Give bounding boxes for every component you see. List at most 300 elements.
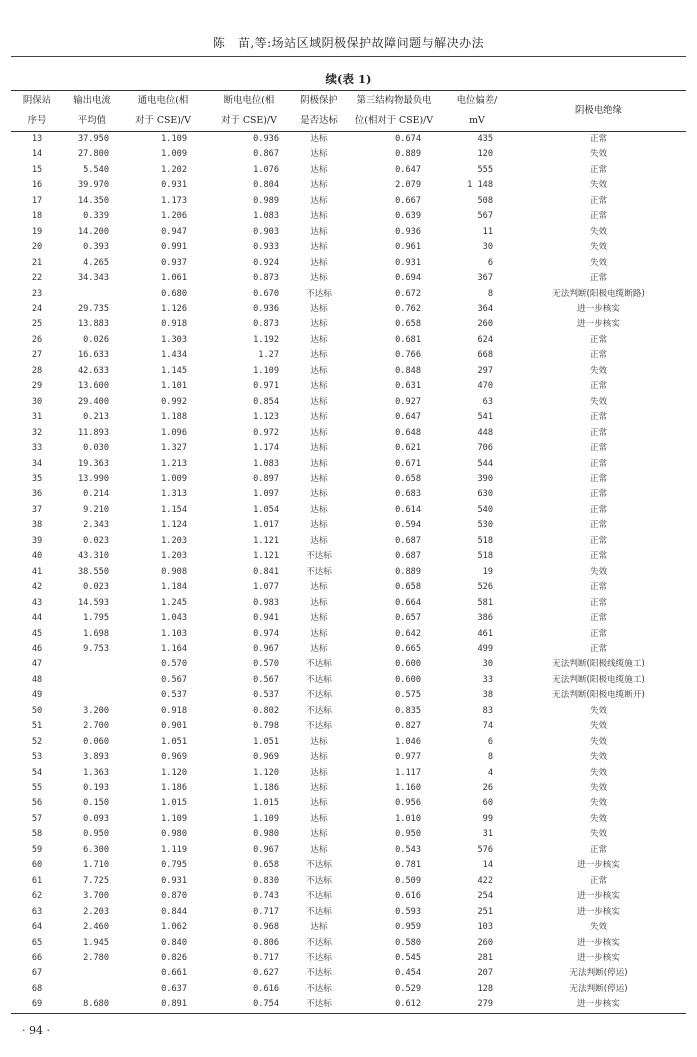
table-row [11, 673, 686, 688]
cell-potential-deviation: 99 [482, 813, 493, 824]
cell-potential-deviation: 630 [477, 489, 493, 500]
cell-off-potential: 0.967 [253, 844, 279, 855]
cell-insulation: 无法判断(停运) [569, 983, 628, 994]
cell-third-structure: 0.509 [395, 875, 421, 886]
cell-insulation: 正常 [589, 195, 608, 206]
table-row [11, 843, 686, 858]
cell-insulation: 正常 [589, 489, 608, 500]
cell-station-no: 51 [31, 721, 43, 732]
cell-protection-ok: 不达标 [306, 690, 332, 701]
cell-on-potential: 1.120 [161, 767, 187, 778]
cell-off-potential: 1.121 [253, 535, 279, 546]
cell-station-no: 56 [31, 798, 43, 809]
cell-off-potential: 0.798 [253, 721, 279, 732]
cell-potential-deviation: 6 [487, 736, 493, 747]
cell-on-potential: 0.826 [161, 953, 187, 964]
cell-potential-deviation: 390 [477, 473, 493, 484]
cell-third-structure: 0.683 [395, 489, 421, 500]
cell-station-no: 26 [31, 334, 43, 345]
table-row [11, 333, 686, 348]
cell-insulation: 进一步核实 [577, 999, 620, 1010]
table-row [11, 827, 686, 842]
cell-insulation: 正常 [589, 334, 608, 345]
cell-avg-current: 0.393 [83, 242, 109, 253]
cell-protection-ok: 达标 [310, 334, 328, 345]
cell-on-potential: 1.213 [161, 458, 187, 469]
cell-off-potential: 0.830 [253, 875, 279, 886]
table-row [11, 518, 686, 533]
cell-potential-deviation: 8 [487, 752, 493, 763]
cell-insulation: 无法判断(阳极电缆断路) [552, 288, 645, 299]
cell-protection-ok: 达标 [310, 752, 328, 763]
cell-on-potential: 0.931 [161, 875, 187, 886]
cell-off-potential: 0.627 [253, 968, 279, 979]
cell-station-no: 34 [31, 458, 43, 469]
cell-station-no: 19 [31, 226, 43, 237]
cell-potential-deviation: 576 [477, 844, 493, 855]
cell-station-no: 46 [31, 643, 43, 654]
cell-on-potential: 0.680 [161, 288, 187, 299]
cell-avg-current: 1.945 [83, 937, 109, 948]
cell-on-potential: 1.188 [161, 412, 187, 423]
table-row [11, 688, 686, 703]
cell-off-potential: 0.969 [253, 752, 279, 763]
cell-avg-current: 1.363 [83, 767, 109, 778]
cell-station-no: 32 [31, 427, 43, 438]
table-row [11, 796, 686, 811]
cell-protection-ok: 达标 [310, 350, 328, 361]
cell-insulation: 无法判断(阳极线缆施工) [552, 659, 645, 670]
cell-station-no: 25 [31, 319, 43, 330]
cell-on-potential: 0.661 [161, 968, 187, 979]
cell-avg-current: 0.150 [83, 798, 109, 809]
cell-avg-current [63, 688, 121, 703]
cell-station-no: 42 [31, 582, 43, 593]
table-row [11, 287, 686, 302]
cell-station-no: 54 [31, 767, 43, 778]
cell-third-structure: 0.681 [395, 334, 421, 345]
cell-potential-deviation: 364 [477, 303, 493, 314]
cell-avg-current: 7.725 [83, 875, 109, 886]
cell-off-potential: 0.972 [253, 427, 279, 438]
cell-avg-current: 16.633 [77, 350, 109, 361]
cell-protection-ok: 达标 [310, 922, 328, 933]
cell-insulation: 正常 [589, 628, 608, 639]
cell-third-structure: 0.781 [395, 860, 421, 871]
cell-on-potential: 1.109 [161, 134, 187, 144]
table-row [11, 596, 686, 611]
cell-potential-deviation: 544 [477, 458, 493, 469]
cell-protection-ok: 达标 [310, 829, 328, 840]
cell-protection-ok: 达标 [310, 736, 328, 747]
table-row [11, 580, 686, 595]
table-row [11, 194, 686, 209]
cell-potential-deviation: 526 [477, 582, 493, 593]
cell-avg-current: 1.795 [83, 613, 109, 624]
table-row [11, 735, 686, 750]
cell-potential-deviation: 386 [477, 613, 493, 624]
cell-avg-current: 1.698 [83, 628, 109, 639]
cell-off-potential: 0.967 [253, 643, 279, 654]
cell-insulation: 正常 [589, 504, 608, 515]
cell-third-structure: 0.648 [395, 427, 421, 438]
table-row [11, 627, 686, 642]
cell-potential-deviation: 251 [477, 906, 493, 917]
cell-station-no: 50 [31, 705, 43, 716]
cell-station-no: 35 [31, 473, 43, 484]
cell-third-structure: 0.529 [395, 983, 421, 994]
cell-third-structure: 0.672 [395, 288, 421, 299]
cell-off-potential: 1.097 [253, 489, 279, 500]
cell-potential-deviation: 103 [477, 922, 493, 933]
cell-potential-deviation: 83 [482, 705, 493, 716]
cell-insulation: 正常 [589, 134, 608, 144]
cell-third-structure: 0.687 [395, 535, 421, 546]
table-row [11, 441, 686, 456]
cell-avg-current: 27.800 [77, 149, 109, 160]
table-row [11, 889, 686, 904]
cell-protection-ok: 达标 [310, 783, 328, 794]
cell-on-potential: 1.009 [161, 473, 187, 484]
cell-potential-deviation: 33 [482, 674, 493, 685]
cell-insulation: 失效 [589, 149, 608, 160]
cell-off-potential: 0.658 [253, 860, 279, 871]
cell-insulation: 失效 [589, 242, 608, 253]
cell-insulation: 正常 [589, 458, 608, 469]
cell-station-no: 55 [31, 783, 43, 794]
table-row [11, 302, 686, 317]
cell-insulation: 进一步核实 [577, 953, 620, 964]
cell-third-structure: 1.046 [395, 736, 421, 747]
cell-protection-ok: 达标 [310, 628, 328, 639]
cell-station-no: 48 [31, 674, 43, 685]
cell-protection-ok: 达标 [310, 226, 328, 237]
cell-insulation: 正常 [589, 443, 608, 454]
cell-third-structure: 0.959 [395, 922, 421, 933]
cell-protection-ok: 达标 [310, 365, 328, 376]
cell-third-structure: 2.079 [395, 180, 421, 191]
cell-potential-deviation: 63 [482, 396, 493, 407]
cell-potential-deviation: 60 [482, 798, 493, 809]
table-row [11, 503, 686, 518]
cell-on-potential: 1.124 [161, 520, 187, 531]
header-station-no: 阴保站 序号 [22, 95, 52, 126]
cell-station-no: 28 [31, 365, 43, 376]
cell-avg-current [63, 966, 121, 981]
cell-potential-deviation: 541 [477, 412, 493, 423]
cell-insulation: 正常 [589, 875, 608, 886]
cell-third-structure: 0.580 [395, 937, 421, 948]
cell-insulation: 进一步核实 [577, 303, 620, 314]
cell-third-structure: 0.600 [395, 659, 421, 670]
cell-third-structure: 0.647 [395, 412, 421, 423]
cell-station-no: 65 [31, 937, 43, 948]
cell-insulation: 进一步核实 [577, 906, 620, 917]
cell-third-structure: 0.454 [395, 968, 421, 979]
cell-protection-ok: 达标 [310, 164, 328, 175]
cell-insulation: 失效 [589, 783, 608, 794]
table-row [11, 565, 686, 580]
cell-off-potential: 1.109 [253, 365, 279, 376]
cell-station-no: 57 [31, 813, 43, 824]
cell-on-potential: 0.908 [161, 566, 187, 577]
cell-station-no: 15 [31, 164, 43, 175]
cell-protection-ok: 不达标 [306, 721, 332, 732]
cell-insulation: 正常 [589, 273, 608, 284]
cell-insulation: 失效 [589, 736, 608, 747]
cell-third-structure: 1.160 [395, 783, 421, 794]
cell-on-potential: 1.303 [161, 334, 187, 345]
cell-insulation: 失效 [589, 566, 608, 577]
cell-station-no: 45 [31, 628, 43, 639]
cell-avg-current [63, 287, 121, 302]
table-row [11, 951, 686, 966]
cell-on-potential: 1.173 [161, 195, 187, 206]
cell-insulation: 失效 [589, 767, 608, 778]
cell-third-structure: 0.936 [395, 226, 421, 237]
cell-avg-current: 0.193 [83, 783, 109, 794]
cell-protection-ok: 不达标 [306, 566, 332, 577]
cell-potential-deviation: 435 [477, 134, 493, 144]
table-row [11, 750, 686, 765]
cell-avg-current: 1.710 [83, 860, 109, 871]
cell-protection-ok: 达标 [310, 303, 328, 314]
cell-insulation: 正常 [589, 535, 608, 546]
cell-protection-ok: 达标 [310, 257, 328, 268]
cell-potential-deviation: 11 [482, 226, 493, 237]
cell-third-structure: 0.835 [395, 705, 421, 716]
cell-station-no: 30 [31, 396, 43, 407]
cell-on-potential: 1.145 [161, 365, 187, 376]
cell-potential-deviation: 6 [487, 257, 493, 268]
cell-off-potential: 1.083 [253, 211, 279, 222]
cell-off-potential: 1.174 [253, 443, 279, 454]
table-row [11, 549, 686, 564]
header-divider [11, 56, 686, 57]
cell-insulation: 正常 [589, 473, 608, 484]
cell-potential-deviation: 508 [477, 195, 493, 206]
cell-avg-current: 0.023 [83, 582, 109, 593]
table-row [11, 178, 686, 193]
table-row [11, 982, 686, 997]
cell-on-potential: 1.043 [161, 613, 187, 624]
cell-third-structure: 0.575 [395, 690, 421, 701]
cell-third-structure: 0.658 [395, 582, 421, 593]
cell-avg-current: 0.950 [83, 829, 109, 840]
cell-potential-deviation: 279 [477, 999, 493, 1010]
cell-insulation: 正常 [589, 597, 608, 608]
cell-on-potential: 1.245 [161, 597, 187, 608]
cell-potential-deviation: 555 [477, 164, 493, 175]
cell-avg-current [63, 657, 121, 672]
cell-potential-deviation: 297 [477, 365, 493, 376]
cell-insulation: 正常 [589, 613, 608, 624]
cell-third-structure: 0.545 [395, 953, 421, 964]
cell-off-potential: 1.192 [253, 334, 279, 345]
cell-off-potential: 1.051 [253, 736, 279, 747]
cell-protection-ok: 达标 [310, 643, 328, 654]
cell-off-potential: 1.015 [253, 798, 279, 809]
cell-insulation: 正常 [589, 520, 608, 531]
cell-station-no: 23 [31, 288, 43, 299]
cell-protection-ok: 达标 [310, 504, 328, 515]
cell-insulation: 失效 [589, 705, 608, 716]
table-row [11, 225, 686, 240]
cell-station-no: 18 [31, 211, 43, 222]
cell-protection-ok: 不达标 [306, 875, 332, 886]
cell-off-potential: 1.076 [253, 164, 279, 175]
cell-potential-deviation: 38 [482, 690, 493, 701]
table-row [11, 781, 686, 796]
cell-protection-ok: 达标 [310, 813, 328, 824]
cell-potential-deviation: 581 [477, 597, 493, 608]
table-row [11, 240, 686, 255]
cell-third-structure: 0.658 [395, 319, 421, 330]
cell-protection-ok: 达标 [310, 319, 328, 330]
cell-station-no: 17 [31, 195, 43, 206]
cell-third-structure: 0.977 [395, 752, 421, 763]
cell-avg-current: 0.026 [83, 334, 109, 345]
cell-potential-deviation: 74 [482, 721, 493, 732]
cell-on-potential: 1.126 [161, 303, 187, 314]
cell-avg-current: 3.700 [83, 891, 109, 902]
cell-station-no: 60 [31, 860, 43, 871]
table-row [11, 379, 686, 394]
cell-third-structure: 0.647 [395, 164, 421, 175]
cell-protection-ok: 不达标 [306, 551, 332, 562]
cell-protection-ok: 不达标 [306, 705, 332, 716]
cell-potential-deviation: 281 [477, 953, 493, 964]
page-number: · 94 · [22, 1024, 50, 1037]
table-row [11, 256, 686, 271]
cell-on-potential: 1.154 [161, 504, 187, 515]
cell-insulation: 进一步核实 [577, 937, 620, 948]
cell-third-structure: 0.961 [395, 242, 421, 253]
cell-insulation: 进一步核实 [577, 319, 620, 330]
cell-protection-ok: 达标 [310, 273, 328, 284]
cell-station-no: 66 [31, 953, 43, 964]
cell-potential-deviation: 26 [482, 783, 493, 794]
cell-station-no: 69 [31, 999, 43, 1010]
cell-protection-ok: 不达标 [306, 288, 332, 299]
cell-off-potential: 0.873 [253, 273, 279, 284]
cell-insulation: 失效 [589, 365, 608, 376]
cell-third-structure: 0.889 [395, 566, 421, 577]
cell-on-potential: 1.434 [161, 350, 187, 361]
cell-potential-deviation: 207 [477, 968, 493, 979]
cell-off-potential: 0.537 [253, 690, 279, 701]
cell-avg-current: 0.339 [83, 211, 109, 222]
cell-insulation: 正常 [589, 582, 608, 593]
table-row [11, 997, 686, 1013]
cell-avg-current: 2.203 [83, 906, 109, 917]
cell-protection-ok: 不达标 [306, 860, 332, 871]
cell-third-structure: 0.671 [395, 458, 421, 469]
cell-protection-ok: 不达标 [306, 906, 332, 917]
cell-third-structure: 0.927 [395, 396, 421, 407]
cell-third-structure: 0.543 [395, 844, 421, 855]
cell-potential-deviation: 31 [482, 829, 493, 840]
cell-off-potential: 0.567 [253, 674, 279, 685]
cell-on-potential: 1.103 [161, 628, 187, 639]
cell-insulation: 失效 [589, 721, 608, 732]
cell-protection-ok: 不达标 [306, 968, 332, 979]
data-table [11, 90, 686, 1014]
table-row [11, 472, 686, 487]
cell-off-potential: 0.717 [253, 906, 279, 917]
cell-station-no: 58 [31, 829, 43, 840]
cell-third-structure: 0.665 [395, 643, 421, 654]
header-protection-ok: 阴极保护 是否达标 [300, 95, 338, 126]
cell-off-potential: 0.854 [253, 396, 279, 407]
cell-protection-ok: 达标 [310, 180, 328, 191]
cell-on-potential: 0.918 [161, 319, 187, 330]
cell-on-potential: 1.164 [161, 643, 187, 654]
cell-avg-current: 8.680 [83, 999, 109, 1010]
table-row [11, 812, 686, 827]
cell-potential-deviation: 668 [477, 350, 493, 361]
cell-potential-deviation: 367 [477, 273, 493, 284]
cell-protection-ok: 达标 [310, 381, 328, 392]
cell-potential-deviation: 624 [477, 334, 493, 345]
cell-station-no: 36 [31, 489, 43, 500]
cell-insulation: 正常 [589, 551, 608, 562]
cell-avg-current: 19.363 [77, 458, 109, 469]
cell-third-structure: 0.600 [395, 674, 421, 685]
cell-protection-ok: 达标 [310, 396, 328, 407]
cell-insulation: 进一步核实 [577, 891, 620, 902]
cell-off-potential: 0.903 [253, 226, 279, 237]
table-row [11, 487, 686, 502]
cell-on-potential: 0.937 [161, 257, 187, 268]
cell-station-no: 37 [31, 504, 43, 515]
cell-third-structure: 0.766 [395, 350, 421, 361]
table-row [11, 426, 686, 441]
table-row [11, 936, 686, 951]
cell-protection-ok: 达标 [310, 613, 328, 624]
cell-off-potential: 1.017 [253, 520, 279, 531]
cell-third-structure: 0.642 [395, 628, 421, 639]
cell-off-potential: 0.743 [253, 891, 279, 902]
cell-on-potential: 0.795 [161, 860, 187, 871]
table-row [11, 874, 686, 889]
cell-third-structure: 0.594 [395, 520, 421, 531]
cell-station-no: 38 [31, 520, 43, 531]
cell-on-potential: 0.931 [161, 180, 187, 191]
cell-protection-ok: 达标 [310, 582, 328, 593]
cell-avg-current: 29.735 [77, 303, 109, 314]
cell-avg-current: 3.200 [83, 705, 109, 716]
cell-protection-ok: 不达标 [306, 999, 332, 1010]
cell-avg-current: 4.265 [83, 257, 109, 268]
cell-protection-ok: 达标 [310, 134, 328, 144]
cell-station-no: 16 [31, 180, 43, 191]
header-on-potential: 通电电位(相 对于 CSE)/V [135, 95, 191, 126]
cell-potential-deviation: 422 [477, 875, 493, 886]
cell-avg-current: 2.460 [83, 922, 109, 933]
cell-on-potential: 1.206 [161, 211, 187, 222]
cell-protection-ok: 达标 [310, 427, 328, 438]
table-row [11, 209, 686, 224]
cell-off-potential: 0.867 [253, 149, 279, 160]
cell-avg-current: 9.210 [83, 504, 109, 515]
cell-station-no: 68 [31, 983, 43, 994]
cell-potential-deviation: 470 [477, 381, 493, 392]
cell-protection-ok: 达标 [310, 242, 328, 253]
cell-protection-ok: 达标 [310, 798, 328, 809]
cell-protection-ok: 不达标 [306, 937, 332, 948]
cell-potential-deviation: 260 [477, 937, 493, 948]
